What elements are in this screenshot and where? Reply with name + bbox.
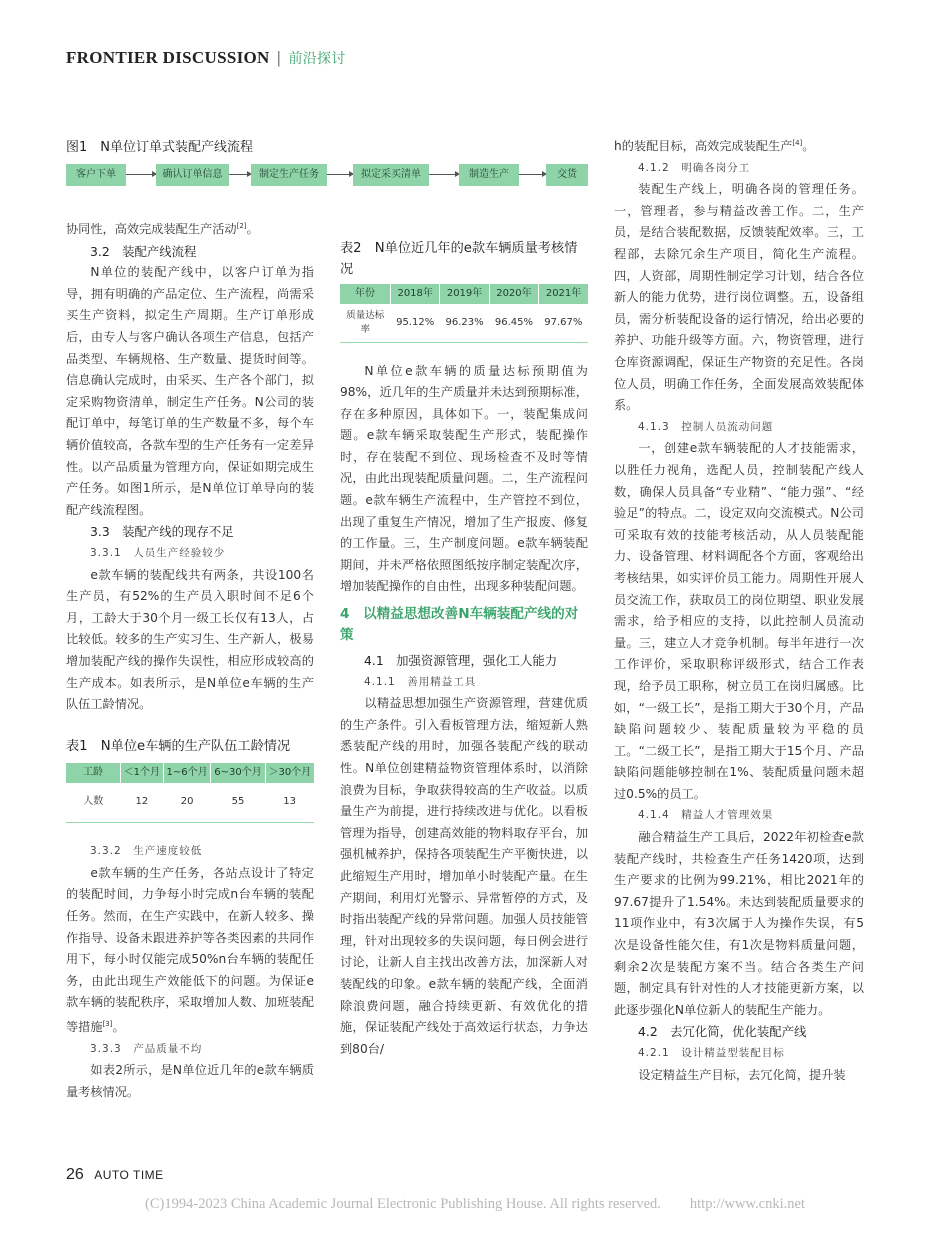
table1-header-4: ＞30个月 [265,763,314,783]
heading-3-3-1: 3.3.1 人员生产经验较少 [90,546,226,559]
table2-cell-1: 95.12% [396,316,435,328]
table2-cell-4: 97.67% [544,316,583,328]
flow-step-4: 拟定采买清单 [353,164,429,186]
table2-row-label: 质量达标率 [346,309,385,335]
heading-3-3: 3.3 装配产线的现存不足 [90,524,234,540]
col3-para-3: 融合精益生产工具后，2022年初检查e款装配产线时，共检查生产任务1420项，达到生产要求的比例为99.21%，相比2021年的97.67提升了1.54%。未达到装配质量要求的11项作业中，有3次属于人为操作失误，有5次是设备性能欠佳，有1次是物料质量问题，剩余2次是装配方案不当。结合各类生产问题，制定具有针对性的人才技能更新方案，以此逐步强化N单位新人的装配生产能力。 [614,830,864,1017]
col3-para-2: 一，创建e款车辆装配的人才技能需求，以胜任力视角，选配人员，控制装配产线人数，确保人员具备“专业精”、“能力强”、“经验足”的特点。二，设定双向交流模式。N公司可采取有效的技能考核活动，从人员装配能力、设备管理、材料调配各个方面，客观给出考核结果，如实评价员工能力。周期性开展人员交流工作，获取员工的岗位期望、职业发展需求，给予相应的支持，以此控制人员流动量。三，建立人才竞争机制。每半年进行一次工作评价，采取职称评级形式，结合工作表现，给予员工职称，树立员工在岗归属感。比如，“一级工长”，是指工期大于30个月，产品缺陷问题较少、装配质量较为平稳的员工。“二级工长”，是指工期大于15个月、产品缺陷问题能够控制在1%、装配质量问题未超过0.5%的员工。 [614,441,864,801]
table1-header-0: 工龄 [66,763,121,783]
column-1 [66,216,314,1103]
heading-4-1-4: 4.1.4 精益人才管理效果 [638,809,774,822]
flow-step-6: 交货 [546,164,588,186]
table2-header-3: 2020年 [489,284,538,304]
heading-4: 4 以精益思想改善N车辆装配产线的对策 [340,606,579,644]
table1-header-3: 6~30个月 [211,763,265,783]
column-3 [614,133,864,1086]
heading-4-1-1: 4.1.1 善用精益工具 [364,675,477,688]
table1-header-1: ＜1个月 [121,763,164,783]
heading-4-1: 4.1 加强资源管理，强化工人能力 [364,653,558,669]
table2-header-4: 2021年 [539,284,588,304]
table1-cell-2: 20 [180,796,194,808]
table2-title: 表2 N单位近几年的e款车辆质量考核情况 [340,241,578,277]
header-cn: 前沿探讨 [288,51,346,67]
ref-2: [2] [236,222,247,230]
table1-row-label: 人数 [83,796,104,808]
col3-para-0: h的装配目标，高效完成装配生产[4]。 [614,139,815,154]
header-separator: | [277,48,281,67]
flow-step-1: 客户下单 [66,164,126,186]
flow-arrow-4 [429,174,459,175]
heading-4-2: 4.2 去冗化简，优化装配产线 [638,1024,807,1040]
flow-arrow-3 [327,174,353,175]
header-en: FRONTIER DISCUSSION [66,48,270,67]
table1 [66,763,314,824]
heading-3-3-3: 3.3.3 产品质量不均 [90,1042,203,1055]
col1-para-1: N单位的装配产线中，以客户订单为指导，拥有明确的产品定位、生产流程，尚需采买生产资料，拟定生产周期。生产订单形成后，由专人与客户确认各项生产信息，包括产品类型、车辆规格、生产数量、提货时间等。信息确认完成时，由采买、生产各个部门，拟定采购物资清单，制定生产任务。N公司的装配订单中，每笔订单的生产数量不多，每个车辆价值较高，各款车型的生产任务有一定差异性。以产品质量为管理方向，保证如期完成生产任务。如图1所示，是N单位订单导向的装配产线流程图。 [66,265,314,517]
col1-para-4: 如表2所示，是N单位近几年的e款车辆质量考核情况。 [66,1063,314,1099]
page-number: 26 [66,1166,84,1183]
table2-header-1: 2018年 [391,284,440,304]
ref-3: [3] [102,1019,113,1028]
col3-para-4: 设定精益生产目标，去冗化简，提升装 [638,1067,846,1082]
ref-4: [4] [792,139,803,147]
col2-para-2: 以精益思想加强生产资源管理，营建优质的生产条件。引入看板管理方法，缩短新人熟悉装配产线的用时，加强各装配产线的联动性。N单位创建精益物资管理体系时，以消除浪费为目标，争取获得较高的生产收益。以质量生产为前提，进行持续改进与优化。以看板管理为指导，创建高效能的物料取存平台，加强机械养护，保持各项装配生产平衡快进，以此缩短生产用时，增加单小时装配产量。在生产期间，利用灯光警示、异常暂停的方式，及时指出装配产线的异常问题。加强人员技能管理，针对出现较多的失误问题，每日例会进行讨论，让新人自主找出改善方法，加深新人对装配线的印象。e款车辆的装配产线，全面消除浪费问题，融合持续更新、有效优化的措施，保证装配产线处于高效运行状态，力争达到80台/ [340,696,588,1056]
copyright-line: (C)1994-2023 China Academic Journal Electronic Publishing House. All rights reserved. http://www.cnki.net [145,1196,805,1212]
table2-header-0: 年份 [340,284,391,304]
col1-para-2: e款车辆的装配线共有两条，共设100名生产员，有52%的生产员入职时间不足6个月，工龄大于30个月一级工长仅有13人，占比较低。较多的生产实习生、生产新人，极易增加装配产线的操作失误性，相应形成较高的生产成本。如表所示，是N单位e车辆的生产队伍工龄情况。 [66,567,314,712]
figure1-flowchart [66,164,588,186]
flow-step-2: 确认订单信息 [156,164,229,186]
heading-4-2-1: 4.2.1 设计精益型装配目标 [638,1047,785,1059]
column-2 [340,238,588,1060]
table2 [340,284,588,343]
page-footer [66,1166,164,1184]
table1-title: 表1 N单位e车辆的生产队伍工龄情况 [66,738,291,754]
flow-arrow-2 [229,174,251,175]
col2-para-1: N单位e款车辆的质量达标预期值为98%，近几年的生产质量并未达到预期标准，存在多种原因，具体如下。一，装配集成问题。e款车辆采取装配生产形式，装配操作时，存在装配不到位、现场检查不及时等情况，由此出现装配质量问题。二，生产流程问题。e款车辆生产流程中，生产管控不到位，出现了重复生产情况，增加了生产报废、修复的工作量。三，生产制度问题。e款车辆装配期间，并未严格依照图纸按序制定装配次序，增加装配操作的自由性，出现多种装配问题。 [340,363,588,594]
flow-step-5: 制造生产 [459,164,519,186]
col1-para-0: 协同性，高效完成装配生产活动[2]。 [66,222,259,237]
heading-3-2: 3.2 装配产线流程 [90,243,197,259]
flow-arrow-1 [126,174,156,175]
heading-4-1-2: 4.1.2 明确各岗分工 [638,161,751,174]
col1-para-3: e款车辆的生产任务，各站点设计了特定的装配时间，力争每小时完成n台车辆的装配任务。然而，在生产实践中，在新人较多、操作指导、设备未跟进养护等各类因素的共同作用下，每小时仅能完成50%n台车辆的装配任务，由此出现生产效能低下的问题。为保证e款车辆的装配秩序，采取增加人数、加班装配等措施[3]。 [66,865,314,1035]
flow-arrow-5 [519,174,546,175]
table1-cell-1: 12 [135,796,149,808]
running-header [66,48,346,68]
table2-cell-2: 96.23% [445,316,484,328]
flow-step-3: 制定生产任务 [251,164,327,186]
table2-header-2: 2019年 [440,284,489,304]
heading-3-3-2: 3.3.2 生产速度较低 [90,845,203,858]
figure1-title: 图1 N单位订单式装配产线流程 [66,140,253,155]
journal-name: AUTO TIME [94,1168,164,1182]
table1-header-2: 1~6个月 [163,763,211,783]
heading-4-1-3: 4.1.3 控制人员流动问题 [638,420,774,433]
table2-cell-3: 96.45% [494,316,533,328]
table1-cell-4: 13 [283,796,296,808]
table1-cell-3: 55 [231,796,245,808]
col3-para-1: 装配生产线上，明确各岗的管理任务。一，管理者，参与精益改善工作。二，生产员，是结合装配数据，反馈装配效率。三，工程部，去除冗余生产项目，简化生产流程。四，人资部，周期性制定学习计划，结合各位新人的能力优势，进行岗位调整。五，设备组员，需分析装配设备的运行情况，给出必要的养护、功能升级等方面。六，物资管理，进行仓库资源调配，保证生产物资的充足性。各岗位人员，明确工作任务，全面发展高效装配体系。 [614,182,864,413]
